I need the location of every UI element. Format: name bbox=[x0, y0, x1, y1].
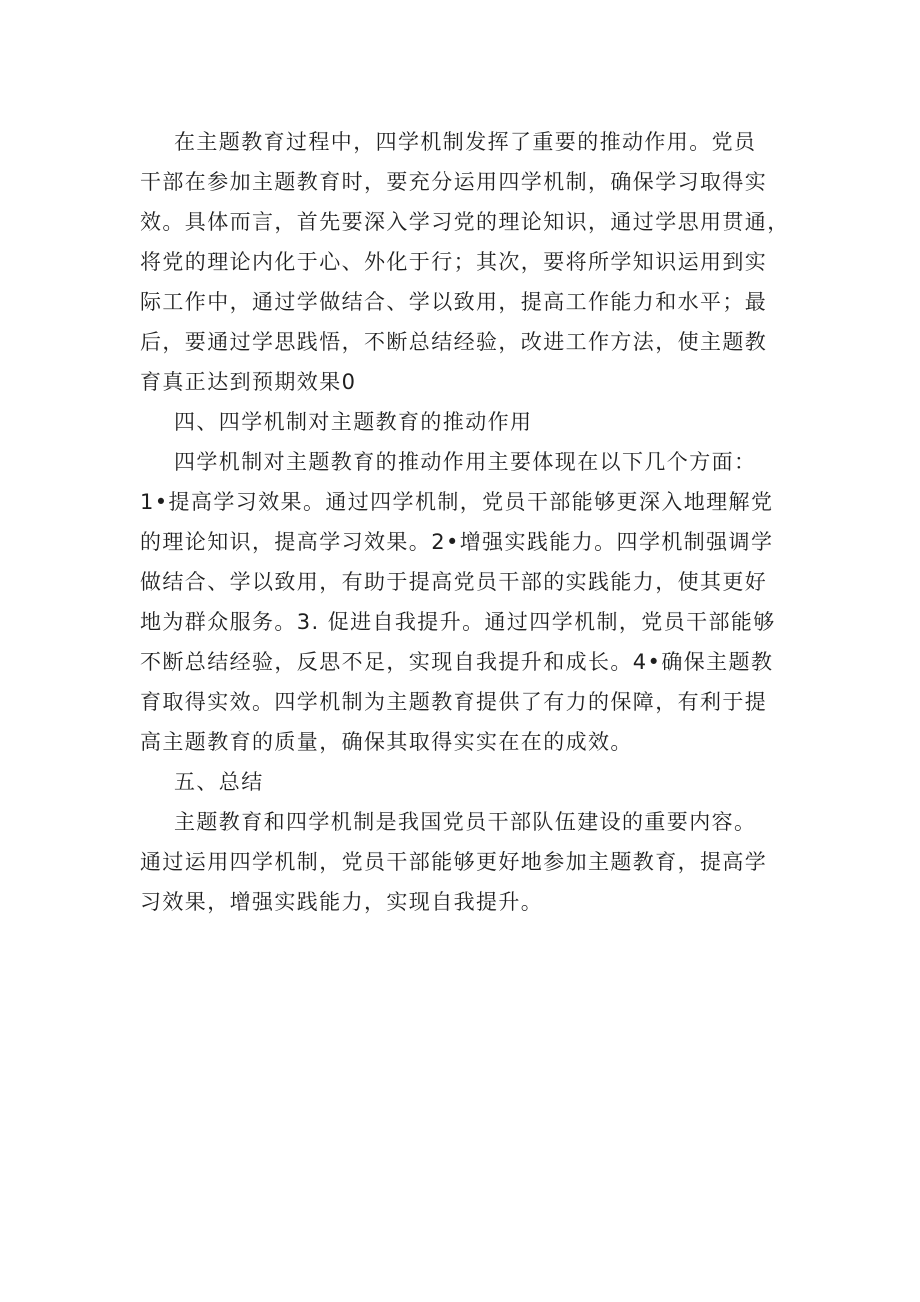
paragraph-line: 四学机制对主题教育的推动作用主要体现在以下几个方面： bbox=[174, 450, 757, 474]
paragraph-1 bbox=[140, 122, 790, 402]
paragraph-line: 后，要通过学思践悟，不断总结经验，改进工作方法，使主题教 bbox=[140, 330, 768, 354]
paragraph-line: 效。具体而言，首先要深入学习党的理论知识，通过学思用贯通， bbox=[140, 210, 790, 234]
paragraph-line: 通过运用四学机制，党员干部能够更好地参加主题教育，提高学 bbox=[140, 850, 768, 874]
section-heading-5: 五、总结 bbox=[174, 770, 264, 794]
paragraph-line: 育取得实效。四学机制为主题教育提供了有力的保障，有利于提 bbox=[140, 690, 768, 714]
paragraph-2 bbox=[140, 442, 790, 762]
paragraph-line: 做结合、学以致用，有助于提高党员干部的实践能力，使其更好 bbox=[140, 570, 768, 594]
paragraph-3 bbox=[140, 802, 790, 922]
paragraph-line: 1•提高学习效果。通过四学机制，党员干部能够更深入地理解党 bbox=[140, 490, 774, 514]
paragraph-line: 将党的理论内化于心、外化于行；其次，要将所学知识运用到实 bbox=[140, 250, 768, 274]
paragraph-line: 主题教育和四学机制是我国党员干部队伍建设的重要内容。 bbox=[174, 810, 757, 834]
paragraph-line: 的理论知识，提高学习效果。2•增强实践能力。四学机制强调学 bbox=[140, 530, 774, 554]
paragraph-line: 干部在参加主题教育时，要充分运用四学机制，确保学习取得实 bbox=[140, 170, 768, 194]
paragraph-line: 育真正达到预期效果0 bbox=[140, 370, 357, 394]
paragraph-line: 高主题教育的质量，确保其取得实实在在的成效。 bbox=[140, 730, 633, 754]
paragraph-line: 地为群众服务。3. 促进自我提升。通过四学机制，党员干部能够 bbox=[140, 610, 776, 634]
paragraph-line: 际工作中，通过学做结合、学以致用，提高工作能力和水平；最 bbox=[140, 290, 768, 314]
paragraph-line: 不断总结经验，反思不足，实现自我提升和成长。4•确保主题教 bbox=[140, 650, 774, 674]
section-heading-4: 四、四学机制对主题教育的推动作用 bbox=[174, 410, 533, 434]
paragraph-line: 在主题教育过程中，四学机制发挥了重要的推动作用。党员 bbox=[174, 130, 757, 154]
paragraph-line: 习效果，增强实践能力，实现自我提升。 bbox=[140, 890, 544, 914]
document-body bbox=[140, 122, 790, 922]
